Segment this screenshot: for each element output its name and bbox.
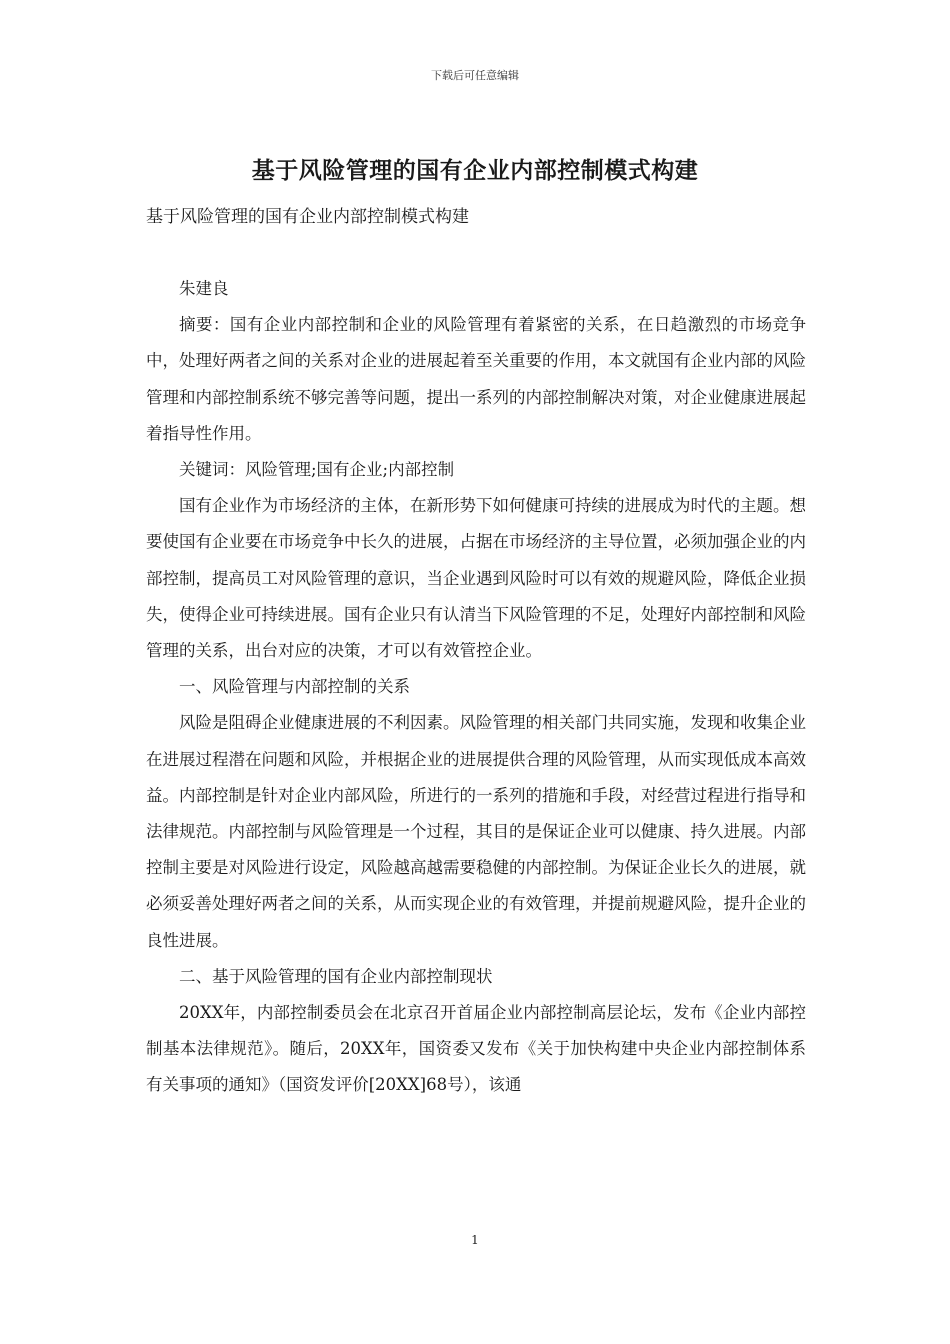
document-title: 基于风险管理的国有企业内部控制模式构建 [251,157,699,184]
section-heading: 二、基于风险管理的国有企业内部控制现状 [179,966,493,986]
page-number: 1 [471,1233,479,1247]
section-heading: 一、风险管理与内部控制的关系 [179,677,410,697]
author: 朱建良 [179,279,229,298]
keywords-paragraph: 关键词：风险管理;国有企业;内部控制 [179,460,455,480]
body-paragraph: 风险是阻碍企业健康进展的不利因素。风险管理的相关部门共同实施，发现和收集企业在进展过程潜在问题和风险，并根据企业的进展提供合理的风险管理，从而实现低成本高效益。内部控制是针对企业内部风险，所进行的一系列的措施和手段，对经营过程进行指导和法律规范。内部控制与风险管理是一个过程，其目的是保证企业可以健康、持久进展。内部控制主要是对风险进行设定，风险越高越需要稳健的内部控制。为保证企业长久的进展，就必须妥善处理好两者之间的关系，从而实现企业的有效管理，并提前规避风险，提升企业的良性进展。 [146,713,806,950]
document-subtitle: 基于风险管理的国有企业内部控制模式构建 [146,207,469,227]
body-paragraph: 国有企业作为市场经济的主体，在新形势下如何健康可持续的进展成为时代的主题。想要使国有企业要在市场竞争中长久的进展，占据在市场经济的主导位置，必须加强企业的内部控制，提高员工对风险管理的意识，当企业遇到风险时可以有效的规避风险，降低企业损失，使得企业可持续进展。国有企业只有认清当下风险管理的不足，处理好内部控制和风险管理的关系，出台对应的决策，才可以有效管控企业。 [146,496,806,661]
page-header: 下载后可任意编辑 [431,69,519,82]
abstract-paragraph: 摘要：国有企业内部控制和企业的风险管理有着紧密的关系，在日趋激烈的市场竞争中，处理好两者之间的关系对企业的进展起着至关重要的作用，本文就国有企业内部的风险管理和内部控制系统不够完善等问题，提出一系列的内部控制解决对策，对企业健康进展起着指导性作用。 [146,315,806,443]
document-body [146,271,806,1104]
body-paragraph: 20XX年，内部控制委员会在北京召开首届企业内部控制高层论坛，发布《企业内部控制基本法律规范》。随后，20XX年，国资委又发布《关于加快构建中央企业内部控制体系有关事项的通知》（国资发评价[20XX]68号），该通 [146,1003,806,1095]
